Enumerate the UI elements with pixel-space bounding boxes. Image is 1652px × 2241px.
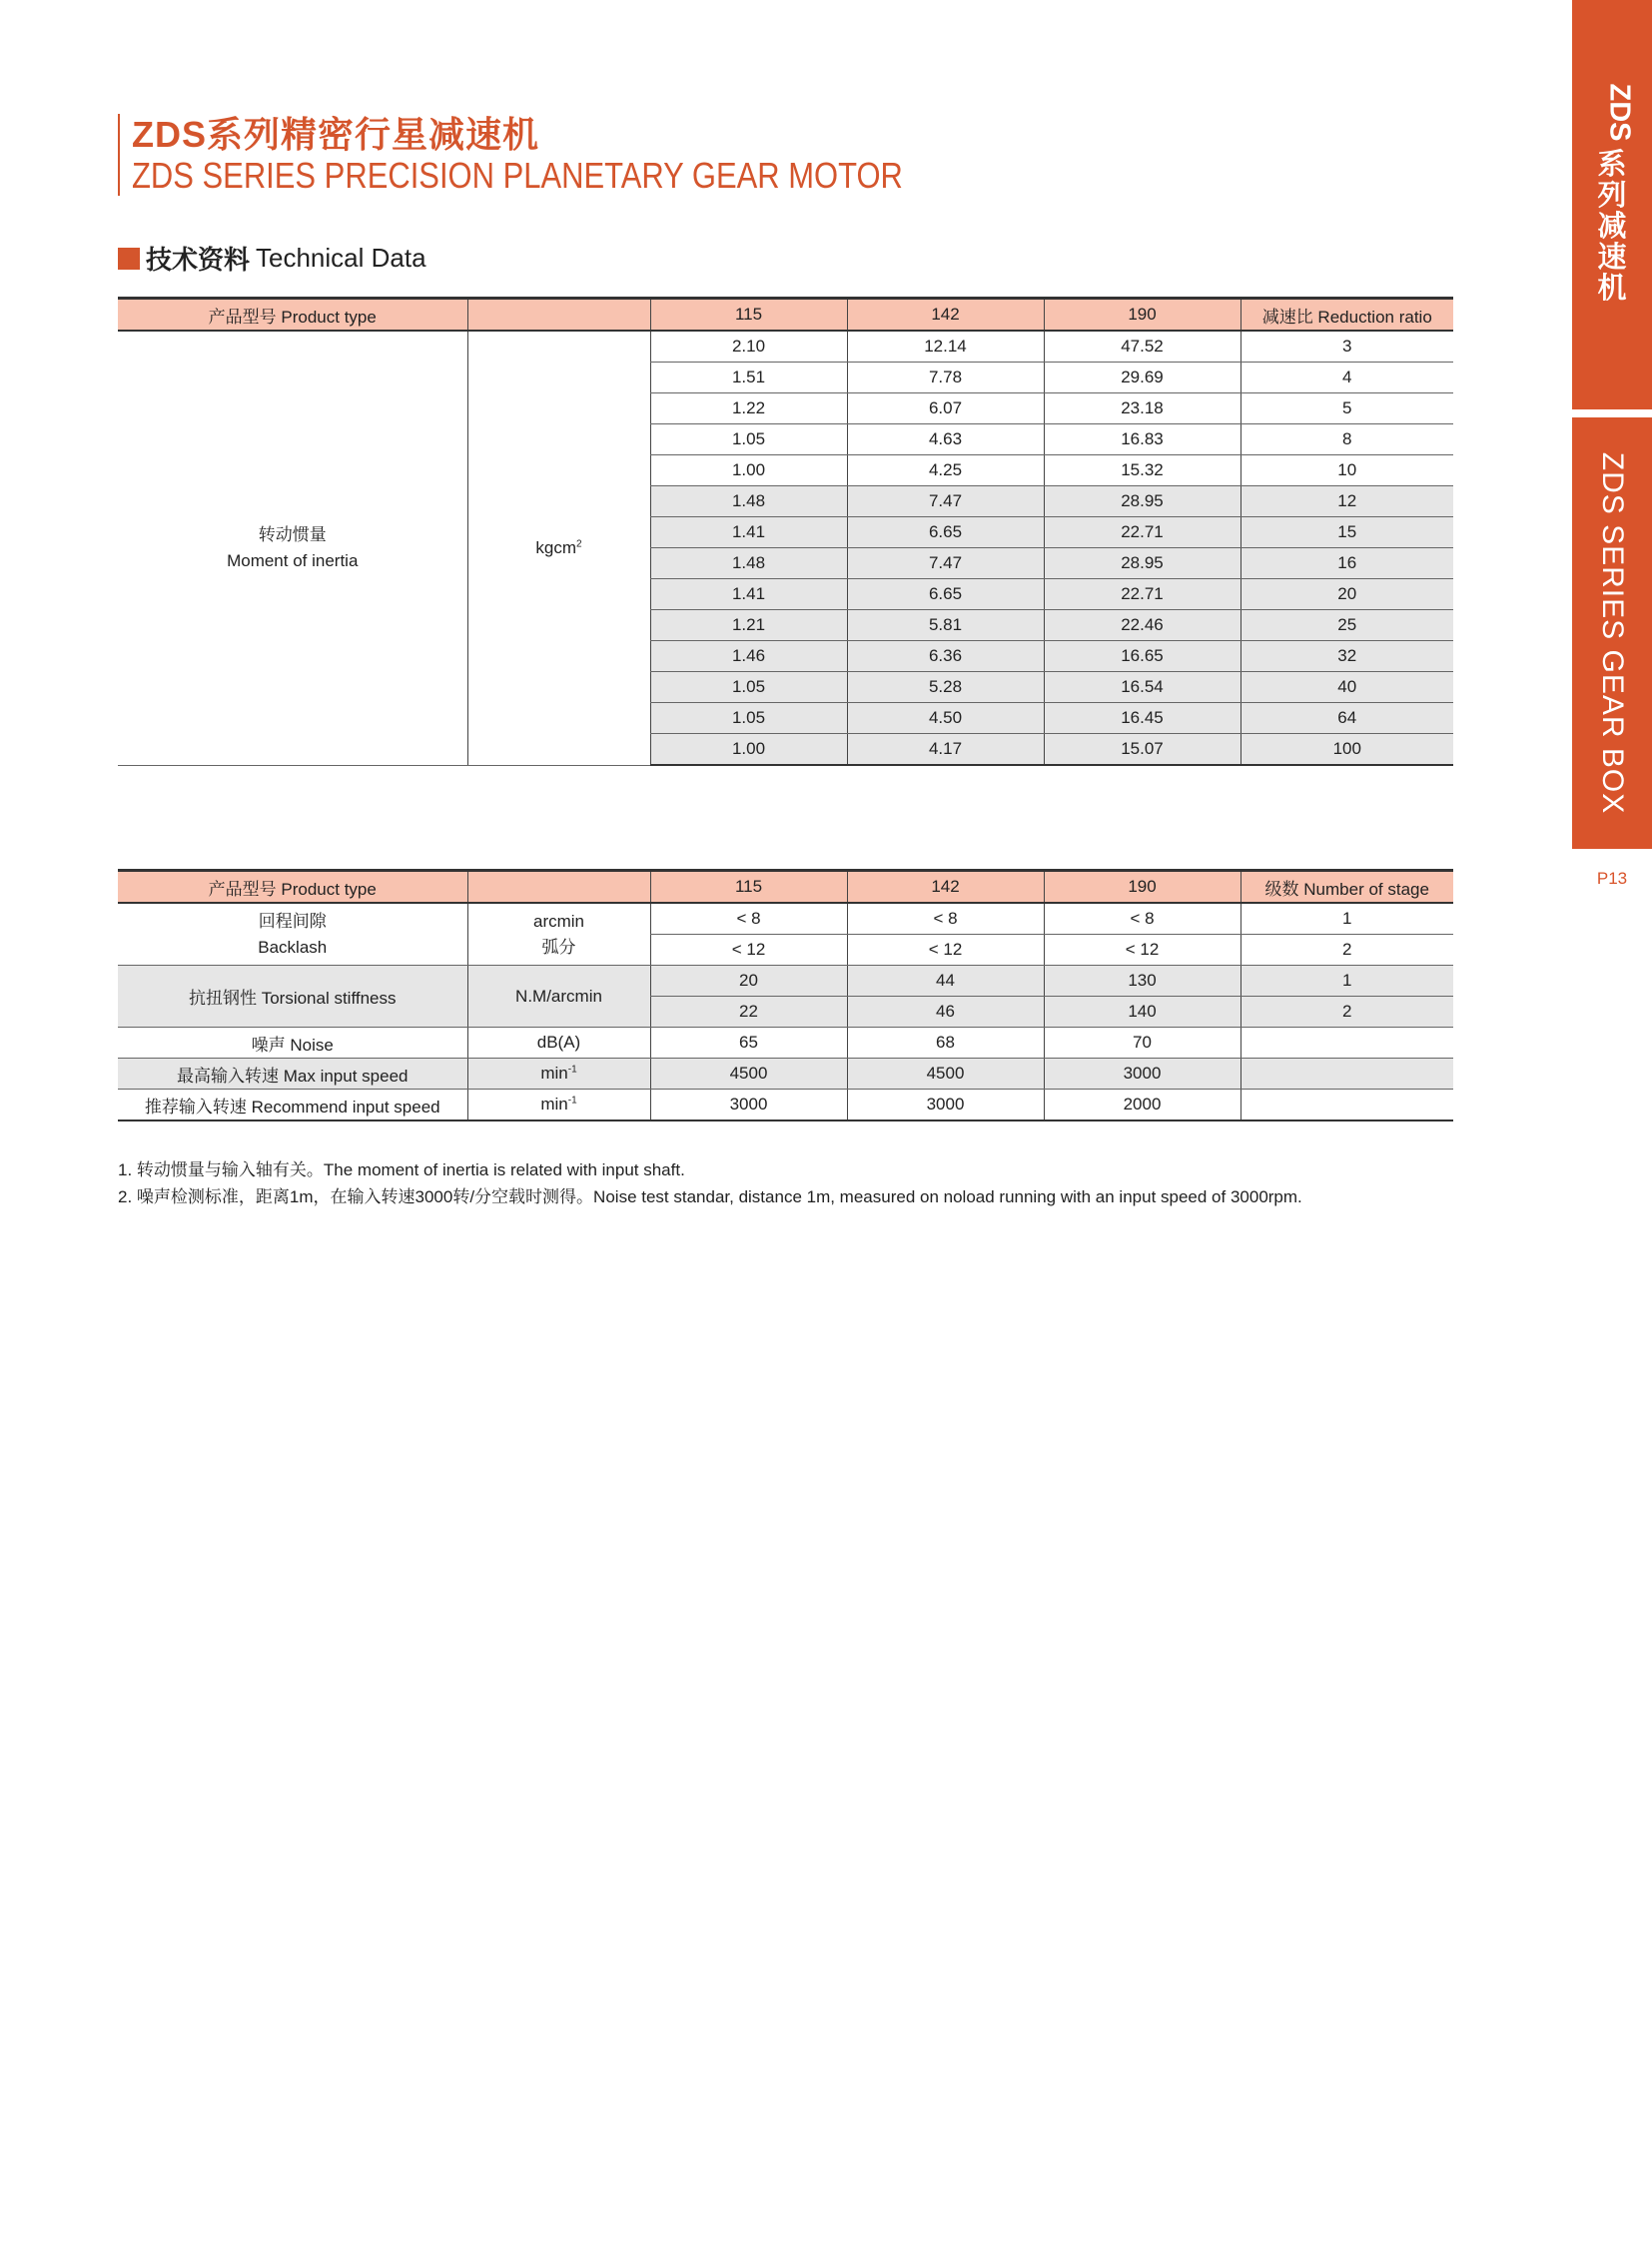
section-title-en: Technical Data xyxy=(256,243,426,273)
section-title-cn: 技术资料 xyxy=(146,245,251,275)
section-marker-icon xyxy=(118,248,140,270)
table-cell: 28.95 xyxy=(1044,486,1240,517)
max-speed-unit-sup: -1 xyxy=(567,1064,577,1076)
inertia-label-en: Moment of inertia xyxy=(227,550,359,570)
table-cell: 16.83 xyxy=(1044,424,1240,455)
table-cell: 1.41 xyxy=(650,517,847,548)
table-cell: 20 xyxy=(650,966,847,997)
table-cell: 44 xyxy=(847,966,1044,997)
table-cell: 65 xyxy=(650,1028,847,1059)
table-cell: 5.81 xyxy=(847,610,1044,641)
table-cell: < 8 xyxy=(847,903,1044,935)
table-cell: 32 xyxy=(1240,641,1453,672)
table-cell: 7.78 xyxy=(847,363,1044,393)
header-model-190: 190 xyxy=(1044,871,1240,904)
table-cell: 4.25 xyxy=(847,455,1044,486)
backlash-unit xyxy=(467,903,650,966)
table-cell: 1.41 xyxy=(650,579,847,610)
max-speed-unit xyxy=(467,1059,650,1090)
table-cell: 3000 xyxy=(650,1090,847,1121)
table-cell: 1.00 xyxy=(650,734,847,766)
table-cell: 1.05 xyxy=(650,703,847,734)
table-cell: 1.51 xyxy=(650,363,847,393)
recommend-speed-unit-text: min xyxy=(540,1095,568,1114)
table-cell: 2.10 xyxy=(650,331,847,363)
table-cell: 6.65 xyxy=(847,579,1044,610)
recommend-speed-unit-sup: -1 xyxy=(567,1095,577,1107)
table-cell: 23.18 xyxy=(1044,393,1240,424)
footnotes xyxy=(118,1156,1302,1210)
side-series-en: ZDS SERIES GEAR BOX xyxy=(1596,451,1629,815)
table-cell: 46 xyxy=(847,997,1044,1028)
table-cell: < 12 xyxy=(650,935,847,966)
side-series-title xyxy=(1590,83,1636,305)
table-header-row xyxy=(118,871,1453,904)
table-cell: 4.17 xyxy=(847,734,1044,766)
inertia-label-cn: 转动惯量 xyxy=(258,524,327,544)
header-number-of-stage: 级数 Number of stage xyxy=(1240,871,1453,904)
table-cell: 1.00 xyxy=(650,455,847,486)
table-cell: 1.22 xyxy=(650,393,847,424)
max-speed-label: 最高输入转速 Max input speed xyxy=(118,1059,467,1090)
noise-label: 噪声 Noise xyxy=(118,1028,467,1059)
table-cell: 40 xyxy=(1240,672,1453,703)
header-model-190: 190 xyxy=(1044,299,1240,332)
table-cell: 4 xyxy=(1240,363,1453,393)
header-model-115: 115 xyxy=(650,299,847,332)
header-product-type: 产品型号 Product type xyxy=(118,871,467,904)
table-cell: 4.63 xyxy=(847,424,1044,455)
table-cell: 1 xyxy=(1240,966,1453,997)
table-cell: 4500 xyxy=(847,1059,1044,1090)
noise-unit: dB(A) xyxy=(467,1028,650,1059)
inertia-label xyxy=(118,331,467,765)
table-cell: 2 xyxy=(1240,997,1453,1028)
inertia-unit-sup: 2 xyxy=(576,538,582,550)
table-cell: 4500 xyxy=(650,1059,847,1090)
backlash-label-en: Backlash xyxy=(258,937,328,957)
header-product-type: 产品型号 Product type xyxy=(118,299,467,332)
table-cell: 6.07 xyxy=(847,393,1044,424)
table-cell: 15.07 xyxy=(1044,734,1240,766)
table-cell: 16.54 xyxy=(1044,672,1240,703)
table-cell xyxy=(1240,1028,1453,1059)
table-cell: < 12 xyxy=(1044,935,1240,966)
side-series-latin: ZDS xyxy=(1603,83,1636,142)
max-speed-unit-text: min xyxy=(540,1064,568,1083)
table-cell: 28.95 xyxy=(1044,548,1240,579)
backlash-row-1 xyxy=(118,903,1453,935)
table-cell: 1.46 xyxy=(650,641,847,672)
header-model-115: 115 xyxy=(650,871,847,904)
recommend-speed-unit xyxy=(467,1090,650,1121)
title-block xyxy=(118,114,1029,196)
table-cell: 68 xyxy=(847,1028,1044,1059)
table-cell: 10 xyxy=(1240,455,1453,486)
noise-row xyxy=(118,1028,1453,1059)
table-cell: 25 xyxy=(1240,610,1453,641)
table-row xyxy=(118,331,1453,363)
table-cell: 12.14 xyxy=(847,331,1044,363)
backlash-unit-line2: 弧分 xyxy=(541,937,576,957)
page-number: P13 xyxy=(1596,869,1628,888)
table-cell: 64 xyxy=(1240,703,1453,734)
footnote-1: 1. 转动惯量与输入轴有关。The moment of inertia is related with input shaft. xyxy=(118,1160,685,1179)
table-cell: 7.47 xyxy=(847,486,1044,517)
table-header-row xyxy=(118,299,1453,332)
recommend-speed-label: 推荐输入转速 Recommend input speed xyxy=(118,1090,467,1121)
table-cell: 100 xyxy=(1240,734,1453,766)
table-cell: 22.71 xyxy=(1044,517,1240,548)
table-cell: 6.65 xyxy=(847,517,1044,548)
inertia-unit-text: kgcm xyxy=(535,537,577,557)
table-cell xyxy=(1240,1059,1453,1090)
table-cell: 20 xyxy=(1240,579,1453,610)
backlash-label xyxy=(118,903,467,966)
table-cell xyxy=(1240,1090,1453,1121)
table-cell: 70 xyxy=(1044,1028,1240,1059)
inertia-table xyxy=(118,297,1453,766)
footnote-2: 2. 噪声检测标准，距离1m，在输入转速3000转/分空载时测得。Noise test standar, distance 1m, measured on noload running with an input speed of 3000rpm. xyxy=(118,1187,1302,1206)
header-model-142: 142 xyxy=(847,299,1044,332)
page-title-cn: ZDS系列精密行星减速机 xyxy=(132,114,540,155)
table-cell: 2000 xyxy=(1044,1090,1240,1121)
table-cell: 130 xyxy=(1044,966,1240,997)
performance-table xyxy=(118,869,1453,1121)
table-cell: 1.21 xyxy=(650,610,847,641)
table-cell: 29.69 xyxy=(1044,363,1240,393)
table-cell: 8 xyxy=(1240,424,1453,455)
table-cell: 12 xyxy=(1240,486,1453,517)
section-heading xyxy=(118,240,426,277)
inertia-unit xyxy=(467,331,650,765)
torsional-unit: N.M/arcmin xyxy=(467,966,650,1028)
table-cell: < 8 xyxy=(1044,903,1240,935)
table-cell: < 8 xyxy=(650,903,847,935)
page-title-en: ZDS SERIES PRECISION PLANETARY GEAR MOTOR xyxy=(132,155,903,196)
max-speed-row xyxy=(118,1059,1453,1090)
recommend-speed-row xyxy=(118,1090,1453,1121)
table-cell: 22 xyxy=(650,997,847,1028)
table-cell: 16 xyxy=(1240,548,1453,579)
table-cell: 5.28 xyxy=(847,672,1044,703)
table-cell: 7.47 xyxy=(847,548,1044,579)
backlash-unit-line1: arcmin xyxy=(532,911,584,931)
header-unit xyxy=(467,299,650,332)
table-cell: 5 xyxy=(1240,393,1453,424)
header-reduction-ratio: 减速比 Reduction ratio xyxy=(1240,299,1453,332)
table-cell: 15.32 xyxy=(1044,455,1240,486)
table-cell: 6.36 xyxy=(847,641,1044,672)
table-cell: 3000 xyxy=(847,1090,1044,1121)
table-cell: 22.71 xyxy=(1044,579,1240,610)
table-cell: 16.45 xyxy=(1044,703,1240,734)
table-cell: 4.50 xyxy=(847,703,1044,734)
table-cell: 1.48 xyxy=(650,548,847,579)
torsional-row-1 xyxy=(118,966,1453,997)
backlash-label-cn: 回程间隙 xyxy=(258,911,327,931)
table-cell: 3000 xyxy=(1044,1059,1240,1090)
table-cell: 22.46 xyxy=(1044,610,1240,641)
table-cell: 2 xyxy=(1240,935,1453,966)
table-cell: 1.48 xyxy=(650,486,847,517)
side-series-cn: 系列减速机 xyxy=(1597,149,1627,305)
table-cell: 15 xyxy=(1240,517,1453,548)
table-cell: 140 xyxy=(1044,997,1240,1028)
header-unit xyxy=(467,871,650,904)
header-model-142: 142 xyxy=(847,871,1044,904)
table-cell: 1.05 xyxy=(650,672,847,703)
table-cell: 1.05 xyxy=(650,424,847,455)
table-cell: 16.65 xyxy=(1044,641,1240,672)
table-cell: 1 xyxy=(1240,903,1453,935)
table-cell: < 12 xyxy=(847,935,1044,966)
table-cell: 47.52 xyxy=(1044,331,1240,363)
table-cell: 3 xyxy=(1240,331,1453,363)
torsional-label: 抗扭钢性 Torsional stiffness xyxy=(118,966,467,1028)
